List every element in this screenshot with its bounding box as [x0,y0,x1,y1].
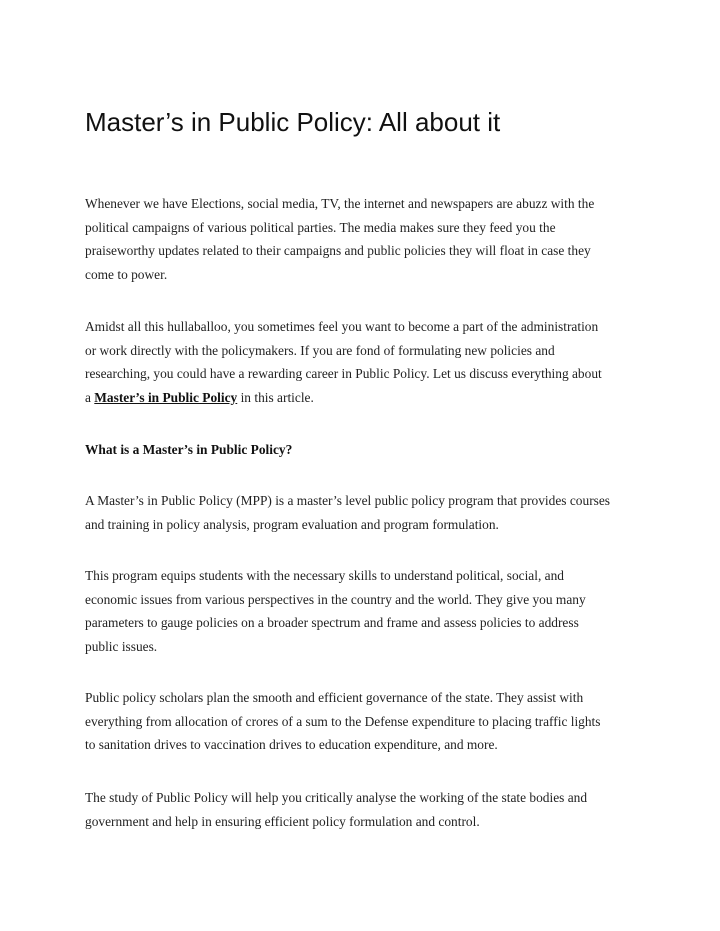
paragraph-line: A Master’s in Public Policy (MPP) is a master’s level public policy program that provides courses [85,493,611,508]
paragraph-line: everything from allocation of crores of a sum to the Defense expenditure to placing traffic lights [85,713,601,729]
paragraph-line: government and help in ensuring efficient policy formulation and control. [85,813,480,829]
paragraph-line: researching, you could have a rewarding career in Public Policy. Let us discuss everything about [85,366,602,381]
scholars-paragraph [85,686,645,757]
masters-public-policy-link[interactable]: Master’s in Public Policy [94,389,238,405]
paragraph-line: The study of Public Policy will help you critically analyse the working of the state bodies and [85,790,588,805]
paragraph-line: parameters to gauge policies on a broader spectrum and frame and assess policies to address [85,615,579,630]
section-heading: What is a Master’s in Public Policy? [85,442,293,457]
page-title: Master’s in Public Policy: All about it [85,107,501,137]
link-prefix: a [85,389,95,405]
paragraph-line: economic issues from various perspectives in the country and the world. They give you many [85,591,586,607]
link-suffix: in this article. [237,389,314,405]
paragraph-line: to sanitation drives to vaccination drives to education expenditure, and more. [85,737,498,752]
intro-paragraph-1 [85,192,645,286]
intro-paragraph-2 [85,315,645,409]
paragraph-line: Public policy scholars plan the smooth and efficient governance of the state. They assist with [85,690,584,705]
paragraph-line: and training in policy analysis, program evaluation and program formulation. [85,516,499,532]
paragraph-line: Whenever we have Elections, social media, TV, the internet and newspapers are abuzz with the [85,196,595,211]
program-skills-paragraph [85,564,645,658]
paragraph-line: Amidst all this hullaballoo, you sometimes feel you want to become a part of the administration [85,319,599,334]
paragraph-line: or work directly with the policymakers. If you are fond of formulating new policies and [85,342,555,358]
paragraph-line: This program equips students with the necessary skills to understand political, social, and [85,568,564,583]
paragraph-line: political campaigns of various political parties. The media makes sure they feed you the [85,219,556,235]
study-paragraph [85,786,645,833]
mpp-definition-paragraph [85,489,645,536]
paragraph-line: praiseworthy updates related to their campaigns and public policies they will float in case they [85,243,591,258]
paragraph-line: come to power. [85,266,168,282]
paragraph-line: public issues. [85,638,158,654]
paragraph-line [85,386,645,410]
